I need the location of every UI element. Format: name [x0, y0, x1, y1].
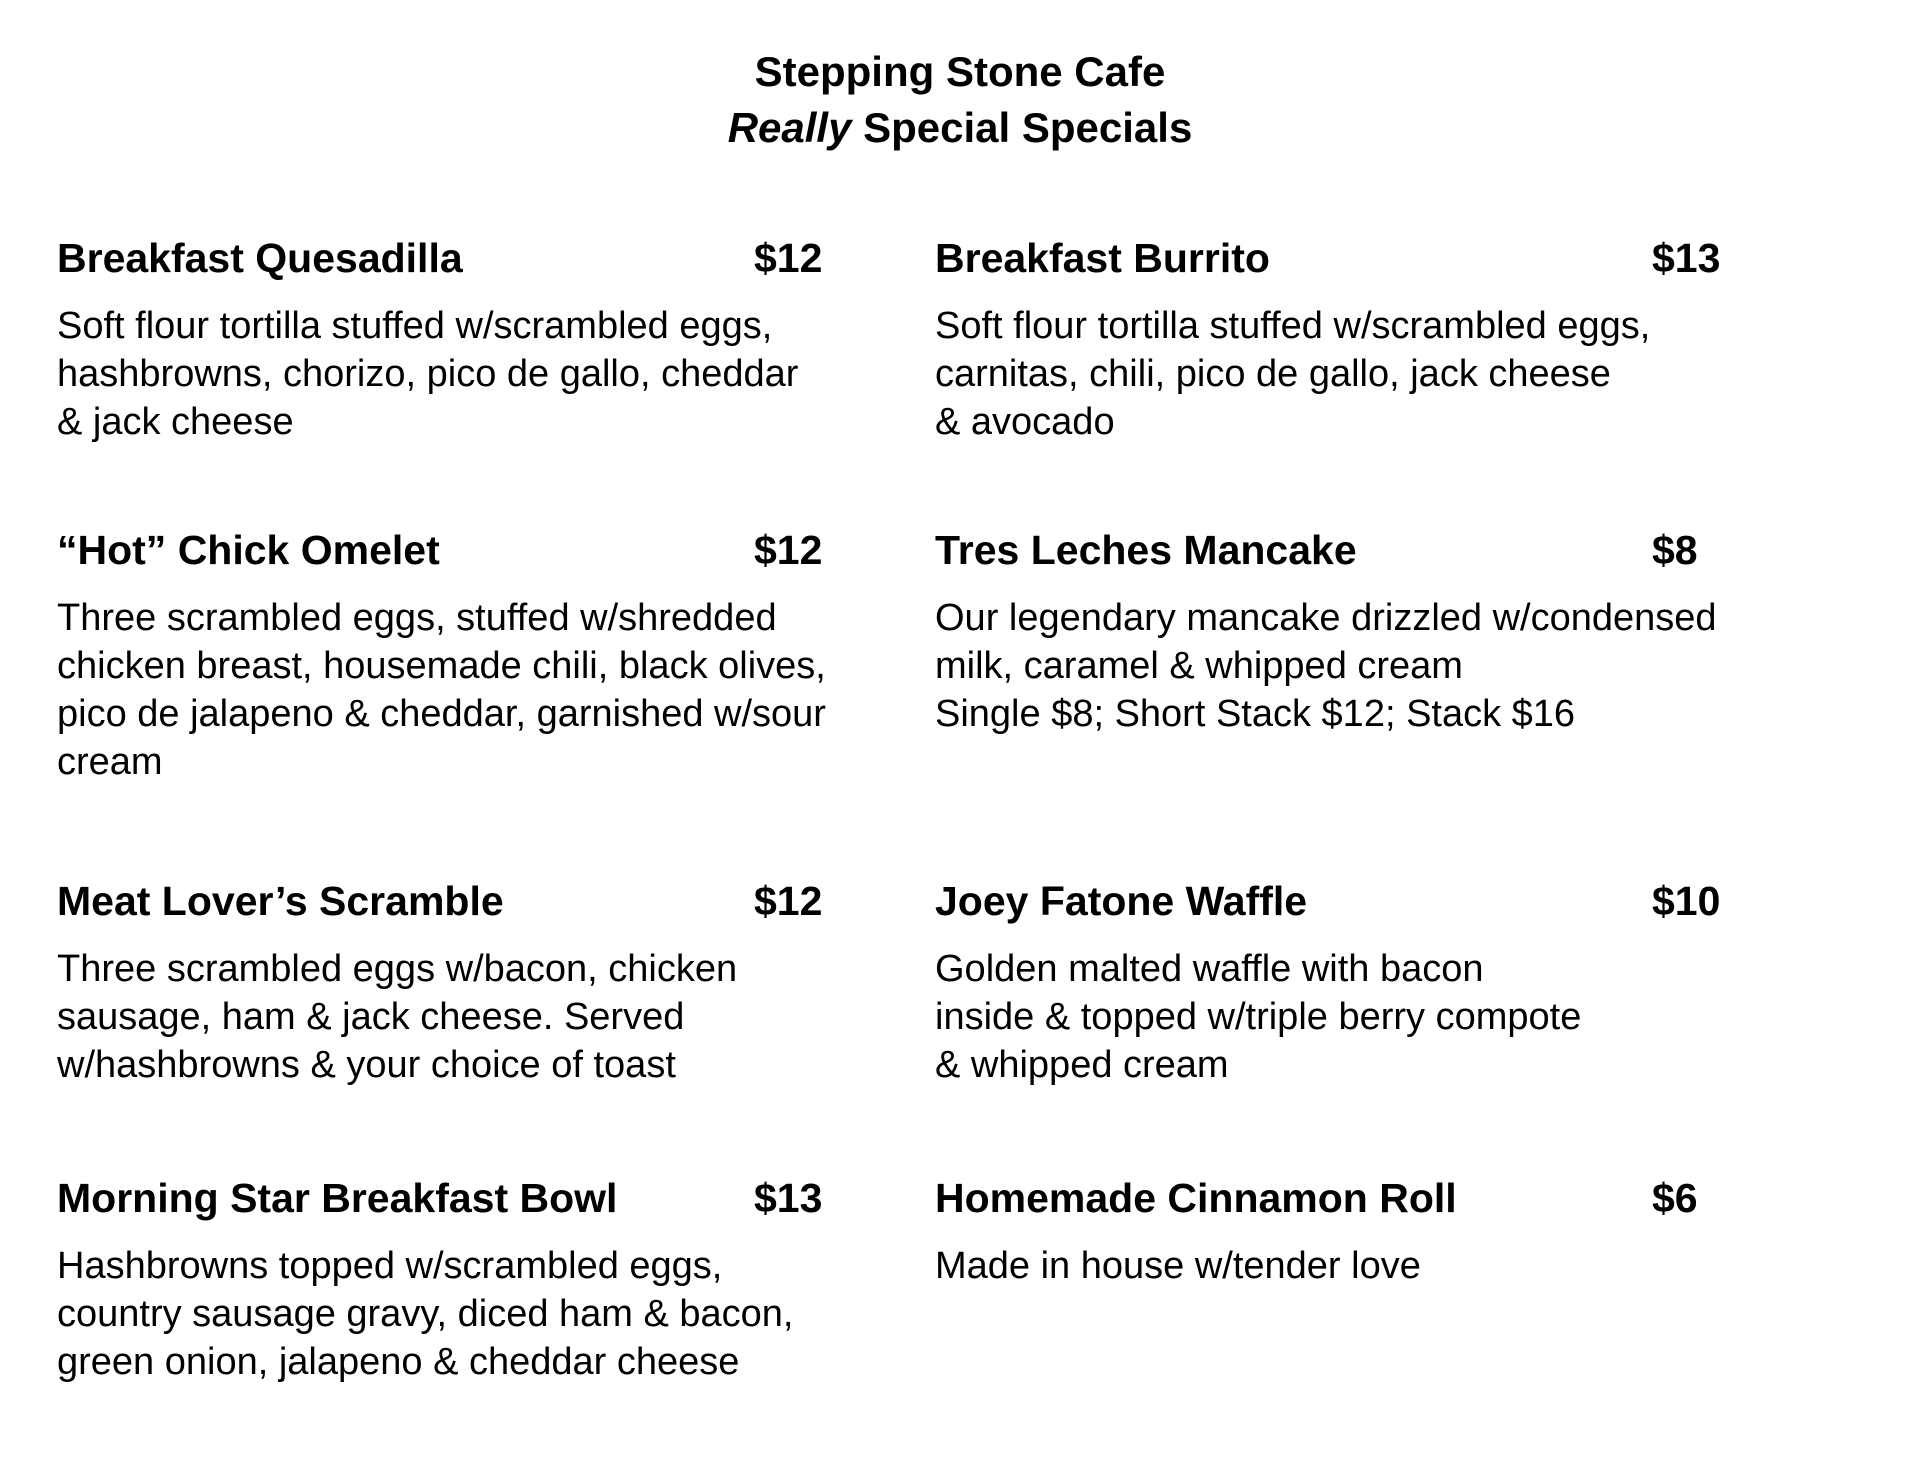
item-description	[57, 1242, 794, 1386]
item-name: “Hot” Chick Omelet	[57, 527, 440, 573]
description-line: country sausage gravy, diced ham & bacon,	[57, 1293, 794, 1335]
item-price: $12	[754, 235, 823, 281]
item-description	[57, 594, 826, 786]
description-line: chicken breast, housemade chili, black olives,	[57, 645, 826, 687]
description-line: Single $8; Short Stack $12; Stack $16	[935, 693, 1576, 735]
description-line: Three scrambled eggs, stuffed w/shredded	[57, 597, 777, 639]
item-description	[935, 594, 1717, 738]
item-description	[935, 302, 1650, 446]
description-line: sausage, ham & jack cheese. Served	[57, 996, 685, 1038]
menu-item-breakfast-quesadilla	[57, 230, 823, 446]
description-line: w/hashbrowns & your choice of toast	[57, 1044, 676, 1086]
item-price: $12	[754, 527, 823, 573]
menu-item-meat-lovers-scramble	[57, 873, 823, 1089]
item-price: $13	[1652, 235, 1721, 281]
item-name: Breakfast Burrito	[935, 235, 1270, 281]
description-line: Our legendary mancake drizzled w/condensed	[935, 597, 1717, 639]
subtitle-rest: Special Specials	[851, 104, 1193, 151]
description-line: Made in house w/tender love	[935, 1245, 1421, 1287]
description-line: carnitas, chili, pico de gallo, jack cheese	[935, 353, 1611, 395]
description-line: inside & topped w/triple berry compote	[935, 996, 1582, 1038]
cafe-name: Stepping Stone Cafe	[754, 48, 1166, 95]
item-price: $8	[1652, 527, 1698, 573]
menu-item-hot-chick-omelet	[57, 522, 826, 786]
subtitle-emphasis: Really	[727, 104, 852, 151]
item-description	[935, 1242, 1421, 1290]
description-line: Soft flour tortilla stuffed w/scrambled eggs,	[935, 305, 1651, 347]
menu-item-homemade-cinnamon-roll	[935, 1170, 1698, 1290]
description-line: & avocado	[935, 401, 1115, 443]
menu-header	[0, 44, 1920, 156]
item-price: $6	[1652, 1175, 1698, 1221]
description-line: green onion, jalapeno & cheddar cheese	[57, 1341, 740, 1383]
item-price: $10	[1652, 878, 1721, 924]
item-name: Breakfast Quesadilla	[57, 235, 463, 281]
description-line: cream	[57, 741, 163, 783]
item-name: Morning Star Breakfast Bowl	[57, 1175, 618, 1221]
menu-item-breakfast-burrito	[935, 230, 1721, 446]
description-line: Golden malted waffle with bacon	[935, 948, 1484, 990]
item-name: Meat Lover’s Scramble	[57, 878, 504, 924]
description-line: Hashbrowns topped w/scrambled eggs,	[57, 1245, 723, 1287]
description-line: Three scrambled eggs w/bacon, chicken	[57, 948, 738, 990]
description-line: Soft flour tortilla stuffed w/scrambled eggs,	[57, 305, 773, 347]
menu-item-morning-star-breakfast-bowl	[57, 1170, 823, 1386]
description-line: hashbrowns, chorizo, pico de gallo, cheddar	[57, 353, 799, 395]
menu-subtitle	[0, 100, 1920, 156]
item-price: $12	[754, 878, 823, 924]
item-name: Homemade Cinnamon Roll	[935, 1175, 1457, 1221]
item-name: Tres Leches Mancake	[935, 527, 1357, 573]
item-description	[57, 945, 737, 1089]
item-name: Joey Fatone Waffle	[935, 878, 1308, 924]
description-line: & jack cheese	[57, 401, 294, 443]
menu-item-joey-fatone-waffle	[935, 873, 1721, 1089]
item-description	[57, 302, 798, 446]
menu-item-tres-leches-mancake	[935, 522, 1717, 738]
description-line: & whipped cream	[935, 1044, 1229, 1086]
item-description	[935, 945, 1581, 1089]
item-price: $13	[754, 1175, 823, 1221]
description-line: pico de jalapeno & cheddar, garnished w/sour	[57, 693, 826, 735]
description-line: milk, caramel & whipped cream	[935, 645, 1463, 687]
